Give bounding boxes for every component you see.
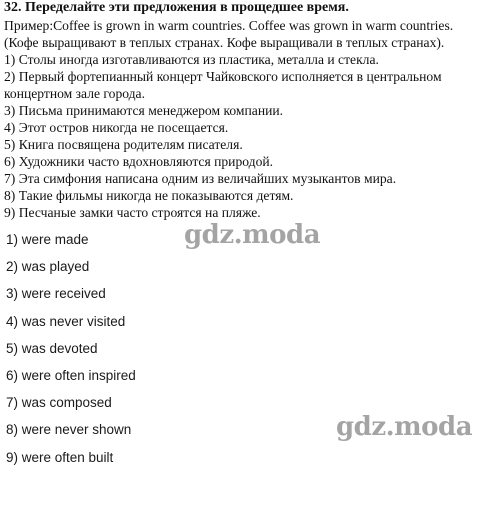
answer-5: 5) was devoted	[6, 340, 98, 356]
watermark-top: gdz.moda	[184, 220, 321, 250]
answer-8: 8) were never shown	[6, 422, 132, 438]
sentence-3: 3) Письма принимаются менеджером компании.	[4, 103, 284, 118]
sentence-1: 1) Столы иногда изготавливаются из пластика, металла и стекла.	[4, 52, 379, 67]
answer-1: 1) were made	[6, 232, 89, 247]
sentence-6: 6) Художники часто вдохновляются природой.	[4, 154, 274, 169]
sentence-4: 4) Этот остров никогда не посещается.	[4, 120, 229, 135]
task-title: 32. Переделайте эти предложения в прощедшее время.	[4, 0, 349, 15]
sentence-2-continued: концертном зале города.	[4, 86, 145, 101]
example-line: Пример:Coffee is grown in warm countries. Coffee was grown in warm countries.	[4, 18, 454, 33]
answer-list	[6, 230, 306, 475]
answer-4: 4) was never visited	[6, 313, 126, 329]
sentence-7: 7) Эта симфония написана одним из величайших музыкантов мира.	[4, 171, 397, 186]
sentence-9: 9) Песчаные замки часто строятся на пляже.	[4, 205, 261, 220]
answer-7: 7) was composed	[6, 395, 112, 411]
exercise-page	[4, 0, 500, 221]
sentence-2: 2) Первый фортепианный концерт Чайковского исполняется в центральном	[4, 69, 442, 84]
sentence-8: 8) Такие фильмы никогда не показываются детям.	[4, 188, 294, 203]
watermark-bottom: gdz.moda	[336, 412, 473, 442]
sentence-5: 5) Книга посвящена родителям писателя.	[4, 137, 243, 152]
answer-2: 2) was played	[6, 259, 90, 275]
example-translation-line: (Кофе выращивают в теплых странах. Кофе выращивали в теплых странах).	[4, 35, 445, 50]
answer-6: 6) were often inspired	[6, 367, 136, 383]
exercise-text	[4, 17, 500, 221]
answer-3: 3) were received	[6, 286, 106, 302]
answer-9: 9) were often built	[6, 449, 114, 465]
